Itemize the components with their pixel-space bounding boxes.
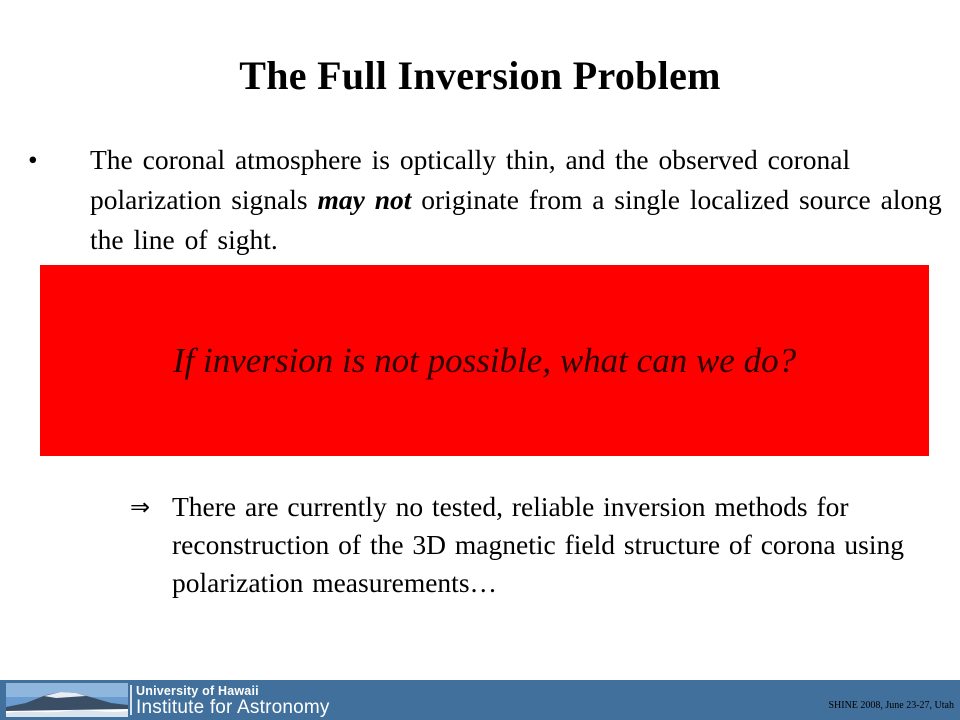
callout-text: If inversion is not possible, what can we do? [172,341,797,380]
bullet-marker: • [28,144,38,175]
bullet-text [90,140,950,260]
implies-arrow-icon: ⇒ [130,493,151,521]
footer-conference-note: SHINE 2008, June 23-27, Utah [828,700,954,711]
slide-title: The Full Inversion Problem [239,53,721,98]
callout-box [40,265,929,456]
bullet-text-part2: originate from a single localized source along the line of sight. [90,184,942,255]
logo-university-text: University of Hawaii [136,684,259,698]
logo-institute-text: Institute for Astronomy [136,697,330,718]
implication-text: There are currently no tested, reliable inversion methods for reconstruction of the 3D magnetic field structure of corona using polarization measurements… [172,491,905,598]
bullet-text-part1: The coronal atmosphere is optically thin, and the observed coronal polarization signals [90,144,851,215]
bullet-text-emphasis: may not [317,184,412,215]
